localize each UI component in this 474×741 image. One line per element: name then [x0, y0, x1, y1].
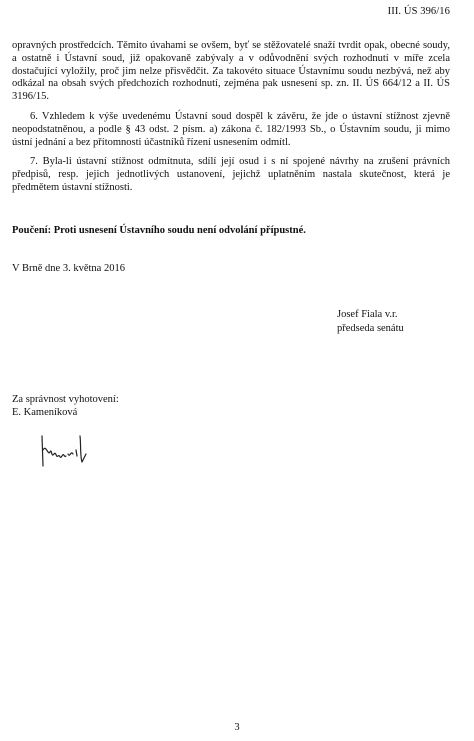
- date-line: V Brně dne 3. května 2016: [12, 263, 125, 274]
- document-body: [12, 40, 450, 195]
- paragraph-continuation: opravných prostředcích. Těmito úvahami se ovšem, byť se stěžovatelé snaží tvrdit opak, obecné soudy, a ostatně i Ústavní soud, již opakovaně zabývaly a v odůvodnění svých rozhodnutí v míře zcela dostačující vyložily, proč jim nelze přisvědčit. Za takovéto situace Ústavnímu soudu nezbývá, než aby odkázal na obsah svých předchozích rozhodnutí, zejména pak usnesení sp. zn. II. ÚS 664/12 a II. ÚS 3196/15.: [12, 40, 450, 103]
- copy-certification-label: Za správnost vyhotovení:: [12, 394, 119, 405]
- copy-certification-name: E. Kameníková: [12, 407, 78, 418]
- signer-role: předseda senátu: [337, 323, 404, 334]
- paragraph-7: 7. Byla-li ústavní stížnost odmítnuta, sdílí její osud i s ní spojené návrhy na zrušení právních předpisů, resp. jejich jednotlivých ustanovení, jejichž uplatněním nastala skutečnost, která je předmětem ústavní stížnosti.: [12, 156, 450, 193]
- case-number: III. ÚS 396/16: [387, 6, 450, 17]
- signer-block: [337, 308, 404, 336]
- legal-notice: Poučení: Proti usnesení Ústavního soudu není odvolání přípustné.: [12, 225, 306, 236]
- page-number: 3: [234, 722, 240, 733]
- handwritten-signature-icon: [38, 432, 88, 472]
- paragraph-6: 6. Vzhledem k výše uvedenému Ústavní soud dospěl k závěru, že jde o ústavní stížnost zjevně neopodstatněnou, a podle § 43 odst. 2 písm. a) zákona č. 182/1993 Sb., o Ústavním soudu, ji mimo ústní jednání a bez přítomnosti účastníků řízení usnesením odmítl.: [12, 110, 450, 148]
- signer-name: Josef Fiala v.r.: [337, 309, 398, 320]
- copy-certification: [12, 393, 119, 419]
